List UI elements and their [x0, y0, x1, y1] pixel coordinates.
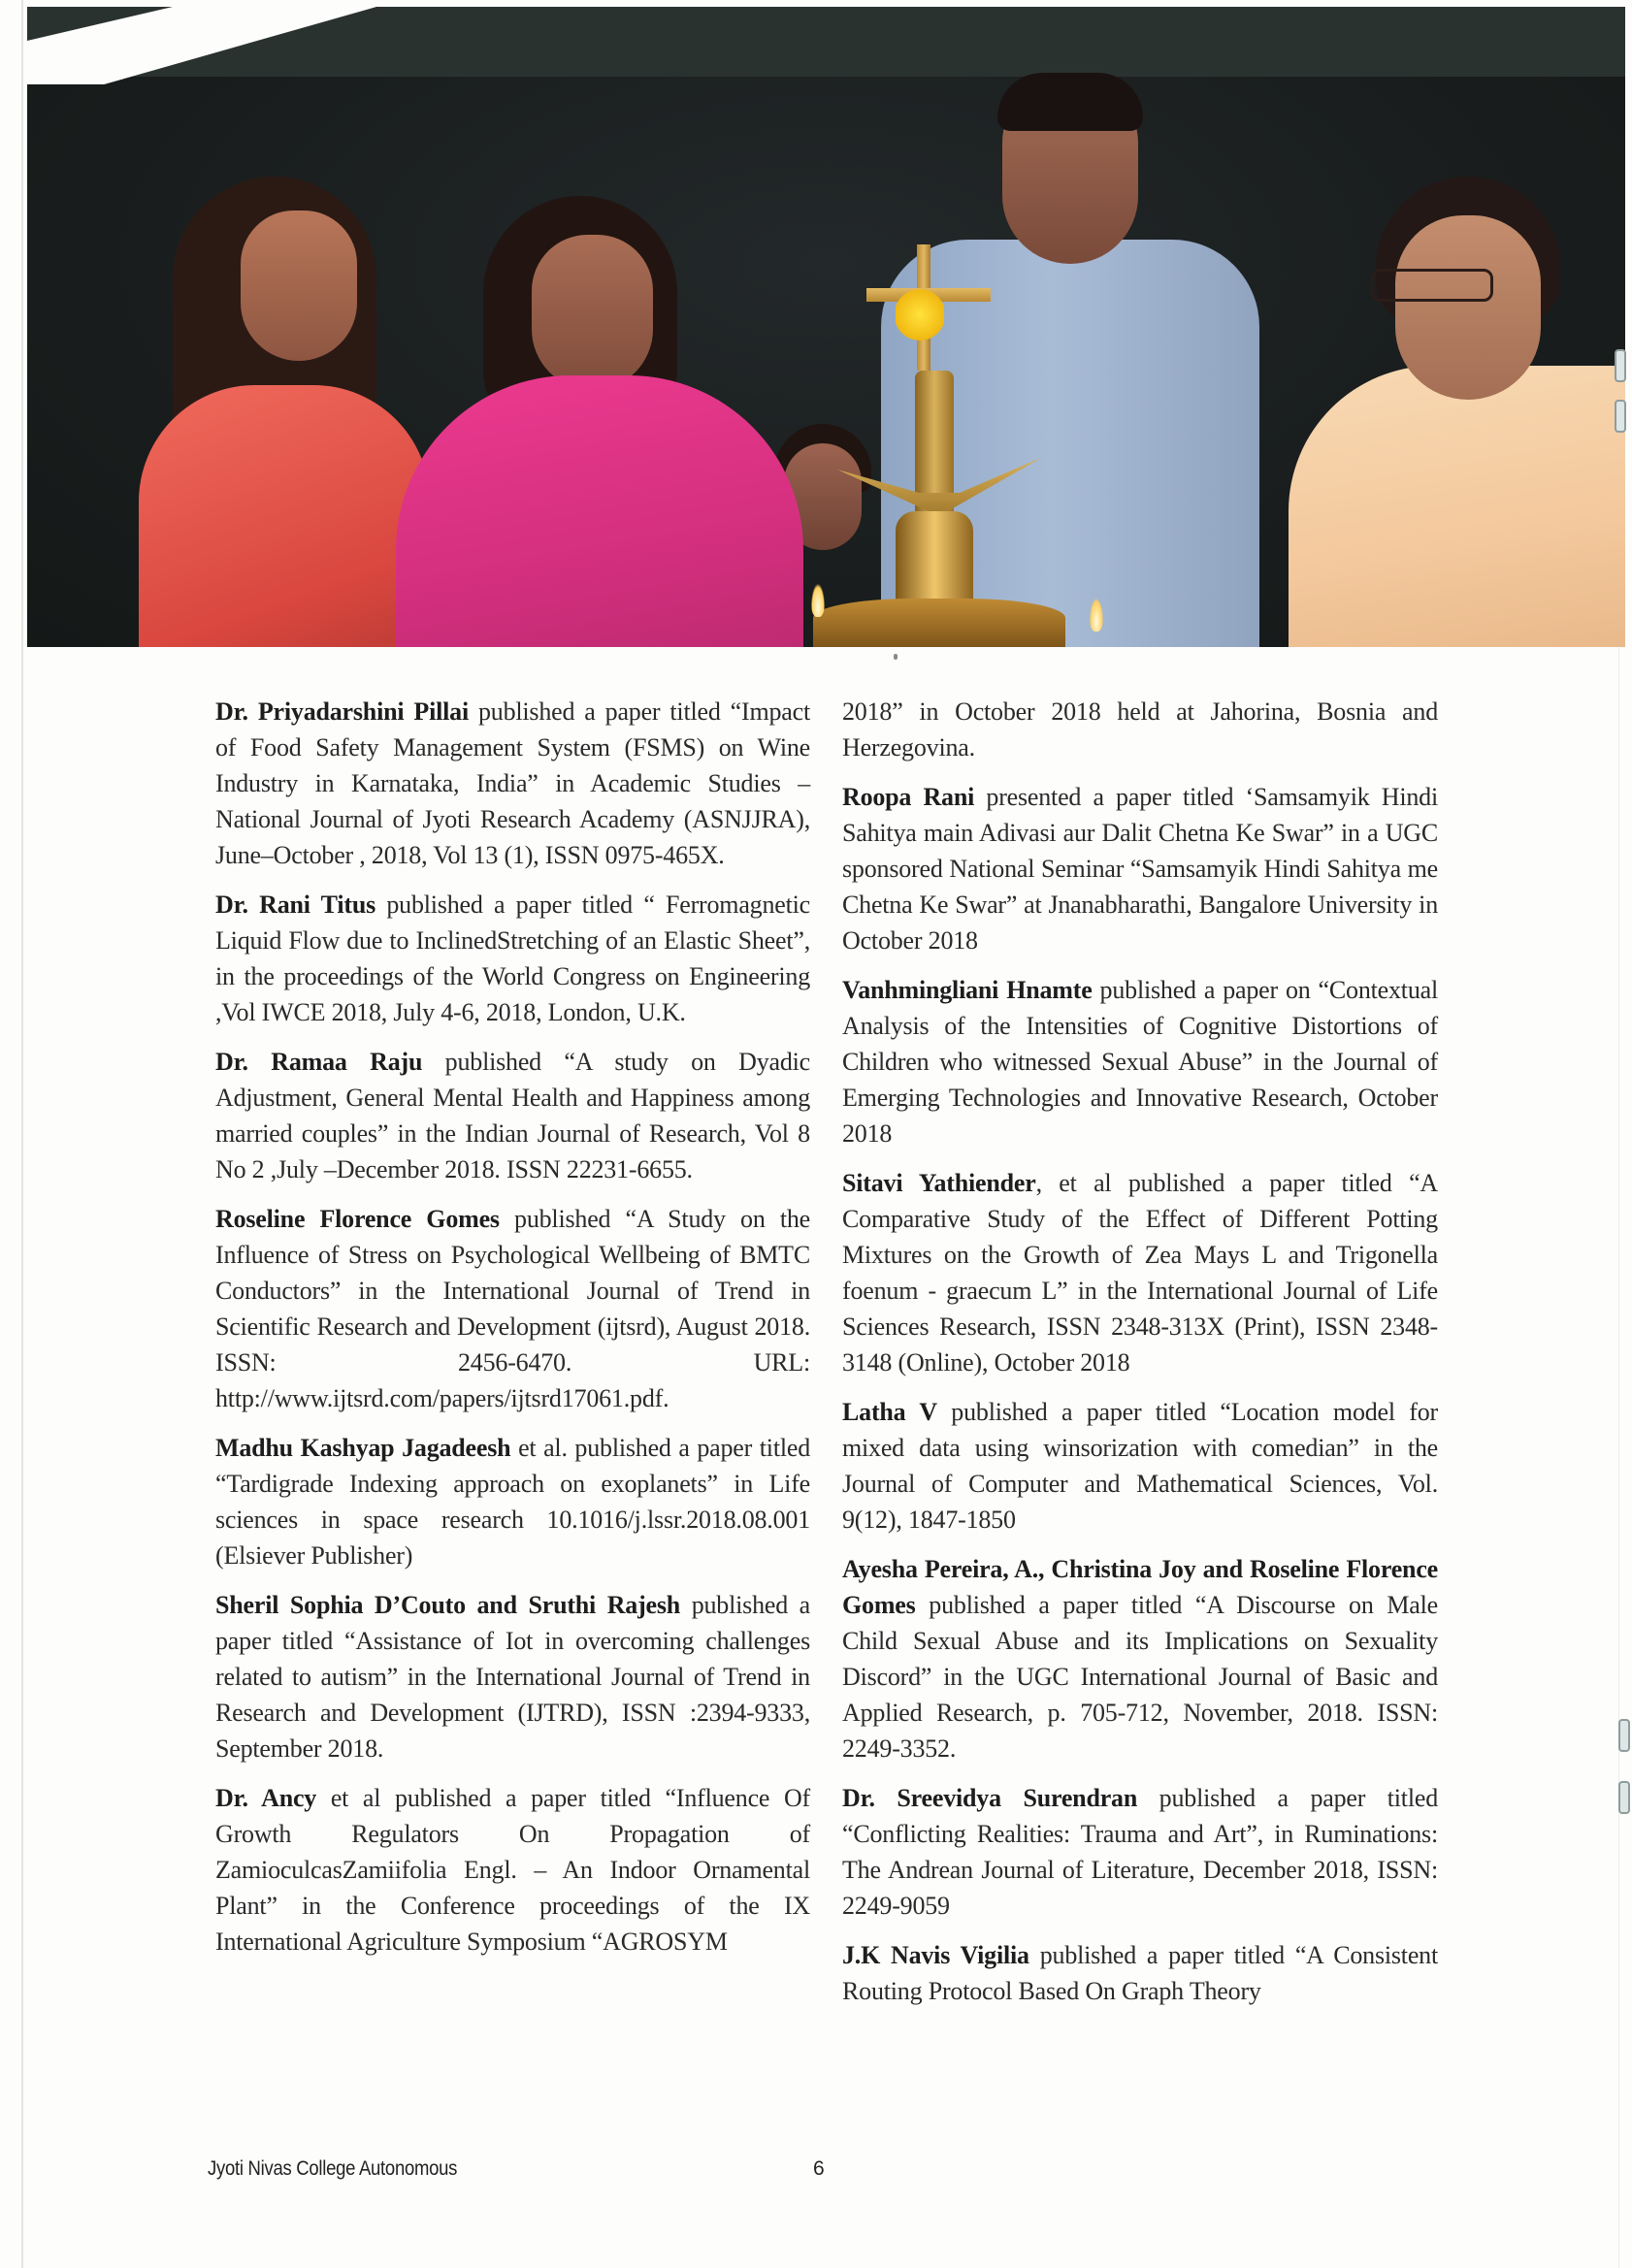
author-name: Sitavi Yathiender — [842, 1169, 1036, 1197]
staple-icon — [1615, 400, 1626, 433]
entry-text: published “A Study on the Influence of Stress on Psychological Wellbeing of BMTC Conductors” in the International Journal of Trend in Scientific Research and Development (ijtsrd), August 2018. ISSN: 2456-6470. URL: http://www.ijtsrd.com/papers/ijtsrd17061.pdf. — [215, 1205, 810, 1412]
author-name: Dr. Rani Titus — [215, 891, 376, 919]
flame-icon — [1090, 599, 1103, 632]
author-name: Madhu Kashyap Jagadeesh — [215, 1434, 511, 1462]
publication-entry — [215, 694, 810, 873]
scan-speck — [894, 654, 898, 660]
entry-text: published a paper titled “Location model for mixed data using winsorization with comedian” in the Journal of Computer and Mathematical Sciences, Vol. 9(12), 1847-1850 — [842, 1398, 1438, 1534]
publication-entry — [215, 1430, 810, 1573]
author-name: Latha V — [842, 1398, 937, 1426]
page-number: 6 — [813, 2157, 825, 2180]
author-name: Ayesha Pereira, A., Christina Joy and Roseline Florence Gomes — [842, 1555, 1438, 1619]
author-name: Roseline Florence Gomes — [215, 1205, 500, 1233]
staple-icon — [1618, 1781, 1630, 1814]
person-4-hair — [997, 73, 1143, 131]
scan-edge-left — [21, 0, 23, 2268]
staple-icon — [1615, 349, 1626, 382]
publication-entry — [215, 1780, 810, 1960]
continued-entry: 2018” in October 2018 held at Jahorina, Bosnia and Herzegovina. — [842, 697, 1438, 761]
flower-garland-icon — [896, 288, 944, 341]
person-1-red-dress — [139, 385, 430, 647]
entry-text: published a paper titled “Impact of Food Safety Management System (FSMS) on Wine Industry in Karnataka, India” in Academic Studies – National Journal of Jyoti Research Academy (ASNJJRA), June–October , 2018, Vol 13 (1), ISSN 0975-465X. — [215, 697, 810, 869]
entry-text: published a paper titled “A Consistent Routing Protocol Based On Graph Theory — [842, 1941, 1438, 2005]
publication-entry — [842, 779, 1438, 958]
author-name: Vanhmingliani Hnamte — [842, 976, 1093, 1004]
entry-text: et al. published a paper titled “Tardigrade Indexing approach on exoplanets” in Life sciences in space research 10.1016/j.lssr.2018.08.001 (Elsiever Publisher) — [215, 1434, 811, 1570]
publication-entry — [215, 887, 810, 1030]
entry-text: et al published a paper titled “Influence Of Growth Regulators On Propagation of ZamioculcasZamiifolia Engl. – An Indoor Ornamental Plant” in the Conference proceedings of the IX International Agriculture Symposium “AGROSYM — [215, 1784, 811, 1956]
author-name: Dr. Sreevidya Surendran — [842, 1784, 1138, 1812]
publication-entry — [842, 1394, 1438, 1538]
author-name: Dr. Priyadarshini Pillai — [215, 697, 469, 726]
entry-text: published a paper titled “Conflicting Realities: Trauma and Art”, in Ruminations: The Andrean Journal of Literature, December 2018, ISSN: 2249-9059 — [842, 1784, 1438, 1920]
entry-text: published a paper titled “Assistance of Iot in overcoming challenges related to autism” in the International Journal of Trend in Research and Development (IJTRD), ISSN :2394-9333, September 2018. — [215, 1591, 810, 1763]
author-name: Sheril Sophia D’Couto and Sruthi Rajesh — [215, 1591, 681, 1619]
entry-text: published a paper on “Contextual Analysis of the Intensities of Cognitive Distortions of Children who witnessed Sexual Abuse” in the Journal of Emerging Technologies and Innovative Research, October 2018 — [842, 976, 1438, 1148]
event-photo — [27, 7, 1625, 647]
scan-edge-right — [1618, 640, 1619, 2268]
publication-entry — [842, 1551, 1438, 1766]
author-name: Roopa Rani — [842, 783, 975, 811]
brass-lamp-base — [813, 599, 1065, 647]
publication-entry — [215, 1201, 810, 1416]
author-name: Dr. Ramaa Raju — [215, 1048, 423, 1076]
footer-college-name: Jyoti Nivas College Autonomous — [208, 2157, 458, 2180]
right-text-column — [842, 694, 1438, 2023]
glasses-icon — [1371, 269, 1493, 302]
entry-text: presented a paper titled ‘Samsamyik Hindi Sahitya main Adivasi aur Dalit Chetna Ke Swar” in a UGC sponsored National Seminar “Samsamyik Hindi Sahitya me Chetna Ke Swar” at Jnanabharathi, Bangalore University in October 2018 — [842, 783, 1438, 955]
publication-entry — [215, 1044, 810, 1187]
person-2-face — [532, 235, 653, 390]
person-2-pink-dupatta — [396, 375, 803, 647]
entry-text: published a paper titled “A Discourse on Male Child Sexual Abuse and its Implications on Sexuality Discord” in the UGC International Journal of Basic and Applied Research, p. 705-712, November, 2018. ISSN: 2249-3352. — [842, 1591, 1438, 1763]
publication-entry — [842, 972, 1438, 1151]
publication-entry — [842, 1165, 1438, 1380]
author-name: Dr. Ancy — [215, 1784, 317, 1812]
entry-text: published a paper titled “ Ferromagnetic Liquid Flow due to InclinedStretching of an Elastic Sheet”, in the proceedings of the World Congress on Engineering ,Vol IWCE 2018, July 4-6, 2018, London, U.K. — [215, 891, 810, 1026]
left-text-column — [215, 694, 810, 1973]
publication-entry — [215, 1587, 810, 1766]
person-1-face — [241, 211, 357, 361]
publication-entry — [842, 1937, 1438, 2009]
person-5-face — [1395, 215, 1541, 400]
flame-icon — [811, 584, 825, 617]
author-name: J.K Navis Vigilia — [842, 1941, 1029, 1969]
entry-text: published “A study on Dyadic Adjustment, General Mental Health and Happiness among married couples” in the Indian Journal of Research, Vol 8 No 2 ,July –December 2018. ISSN 22231-6655. — [215, 1048, 811, 1183]
entry-text: , et al published a paper titled “A Comparative Study of the Effect of Different Potting Mixtures on the Growth of Zea Mays L and Trigonella foenum - graecum L” in the International Journal of Life Sciences Research, ISSN 2348-313X (Print), ISSN 2348-3148 (Online), October 2018 — [842, 1169, 1438, 1377]
publication-entry — [842, 1780, 1438, 1924]
person-5-cream-saree — [1289, 366, 1625, 647]
staple-icon — [1618, 1719, 1630, 1752]
